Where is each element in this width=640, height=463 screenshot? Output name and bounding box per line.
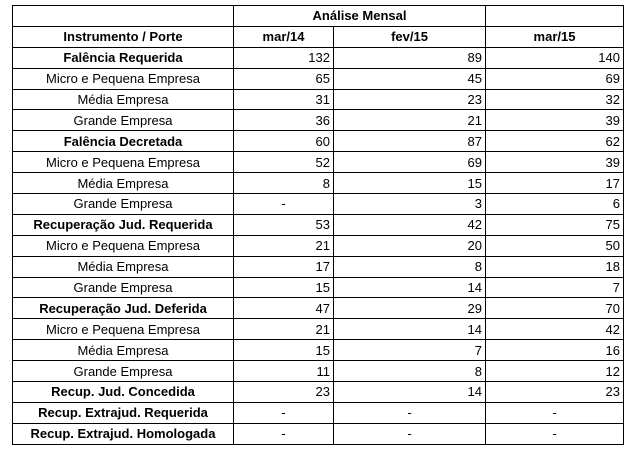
value-cell: 32: [486, 89, 624, 110]
value-cell: 23: [234, 382, 334, 403]
value-cell: 14: [334, 319, 486, 340]
value-cell: -: [234, 402, 334, 423]
value-cell: 89: [334, 47, 486, 68]
row-label: Micro e Pequena Empresa: [13, 68, 234, 89]
value-cell: 11: [234, 361, 334, 382]
table-row: [13, 319, 624, 340]
table-row-group: [13, 298, 624, 319]
table-row: [13, 340, 624, 361]
table-row: [13, 361, 624, 382]
row-label: Recup. Jud. Concedida: [13, 382, 234, 403]
value-cell: 15: [234, 340, 334, 361]
value-cell: 140: [486, 47, 624, 68]
table-row: [13, 194, 624, 215]
value-cell: 52: [234, 152, 334, 173]
row-label: Micro e Pequena Empresa: [13, 152, 234, 173]
value-cell: -: [486, 423, 624, 444]
value-cell: 31: [234, 89, 334, 110]
table-row: [13, 152, 624, 173]
value-cell: 45: [334, 68, 486, 89]
value-cell: 87: [334, 131, 486, 152]
value-cell: 65: [234, 68, 334, 89]
value-cell: 39: [486, 110, 624, 131]
row-label: Falência Requerida: [13, 47, 234, 68]
row-label: Recup. Extrajud. Homologada: [13, 423, 234, 444]
table-row: [13, 110, 624, 131]
value-cell: 47: [234, 298, 334, 319]
row-label: Média Empresa: [13, 173, 234, 194]
value-cell: 21: [234, 319, 334, 340]
value-cell: 53: [234, 214, 334, 235]
value-cell: 12: [486, 361, 624, 382]
value-cell: 17: [234, 256, 334, 277]
value-cell: 14: [334, 382, 486, 403]
value-cell: 50: [486, 235, 624, 256]
row-label: Média Empresa: [13, 256, 234, 277]
value-cell: 8: [334, 361, 486, 382]
value-cell: 29: [334, 298, 486, 319]
value-cell: 42: [486, 319, 624, 340]
value-cell: -: [234, 194, 334, 215]
row-label: Grande Empresa: [13, 361, 234, 382]
value-cell: 8: [334, 256, 486, 277]
table-row-group: [13, 214, 624, 235]
value-cell: 20: [334, 235, 486, 256]
row-label: Recuperação Jud. Requerida: [13, 214, 234, 235]
table-title-row: [13, 6, 624, 27]
value-cell: 42: [334, 214, 486, 235]
row-label: Micro e Pequena Empresa: [13, 235, 234, 256]
table-row-group: [13, 47, 624, 68]
row-label: Média Empresa: [13, 340, 234, 361]
value-cell: 70: [486, 298, 624, 319]
table-row: [13, 68, 624, 89]
table-title: Análise Mensal: [234, 6, 486, 27]
value-cell: 8: [234, 173, 334, 194]
row-label: Falência Decretada: [13, 131, 234, 152]
table-row: [13, 277, 624, 298]
analise-mensal-table-wrapper: [12, 5, 624, 445]
column-header-mar15: mar/15: [486, 26, 624, 47]
value-cell: 23: [334, 89, 486, 110]
value-cell: 3: [334, 194, 486, 215]
row-label: Recup. Extrajud. Requerida: [13, 402, 234, 423]
value-cell: 14: [334, 277, 486, 298]
column-header-instrumento: Instrumento / Porte: [13, 26, 234, 47]
value-cell: 21: [334, 110, 486, 131]
value-cell: 7: [334, 340, 486, 361]
table-row-group: [13, 382, 624, 403]
table-row: [13, 235, 624, 256]
value-cell: 15: [334, 173, 486, 194]
table-row: [13, 173, 624, 194]
analise-mensal-table: [12, 5, 624, 445]
value-cell: -: [486, 402, 624, 423]
table-row-group: [13, 423, 624, 444]
column-header-mar14: mar/14: [234, 26, 334, 47]
row-label: Média Empresa: [13, 89, 234, 110]
value-cell: 16: [486, 340, 624, 361]
value-cell: 6: [486, 194, 624, 215]
value-cell: 60: [234, 131, 334, 152]
row-label: Micro e Pequena Empresa: [13, 319, 234, 340]
row-label: Recuperação Jud. Deferida: [13, 298, 234, 319]
row-label: Grande Empresa: [13, 277, 234, 298]
value-cell: 21: [234, 235, 334, 256]
row-label: Grande Empresa: [13, 110, 234, 131]
value-cell: 75: [486, 214, 624, 235]
value-cell: 15: [234, 277, 334, 298]
value-cell: 69: [486, 68, 624, 89]
value-cell: 18: [486, 256, 624, 277]
column-header-fev15: fev/15: [334, 26, 486, 47]
row-label: Grande Empresa: [13, 194, 234, 215]
table-row-group: [13, 402, 624, 423]
table-row: [13, 89, 624, 110]
value-cell: 132: [234, 47, 334, 68]
value-cell: 69: [334, 152, 486, 173]
value-cell: 39: [486, 152, 624, 173]
title-end-cell: [486, 6, 624, 27]
value-cell: -: [334, 423, 486, 444]
value-cell: 36: [234, 110, 334, 131]
value-cell: 17: [486, 173, 624, 194]
table-row-group: [13, 131, 624, 152]
value-cell: 23: [486, 382, 624, 403]
value-cell: -: [334, 402, 486, 423]
table-row: [13, 256, 624, 277]
value-cell: -: [234, 423, 334, 444]
title-corner-cell: [13, 6, 234, 27]
value-cell: 62: [486, 131, 624, 152]
table-header-row: [13, 26, 624, 47]
value-cell: 7: [486, 277, 624, 298]
